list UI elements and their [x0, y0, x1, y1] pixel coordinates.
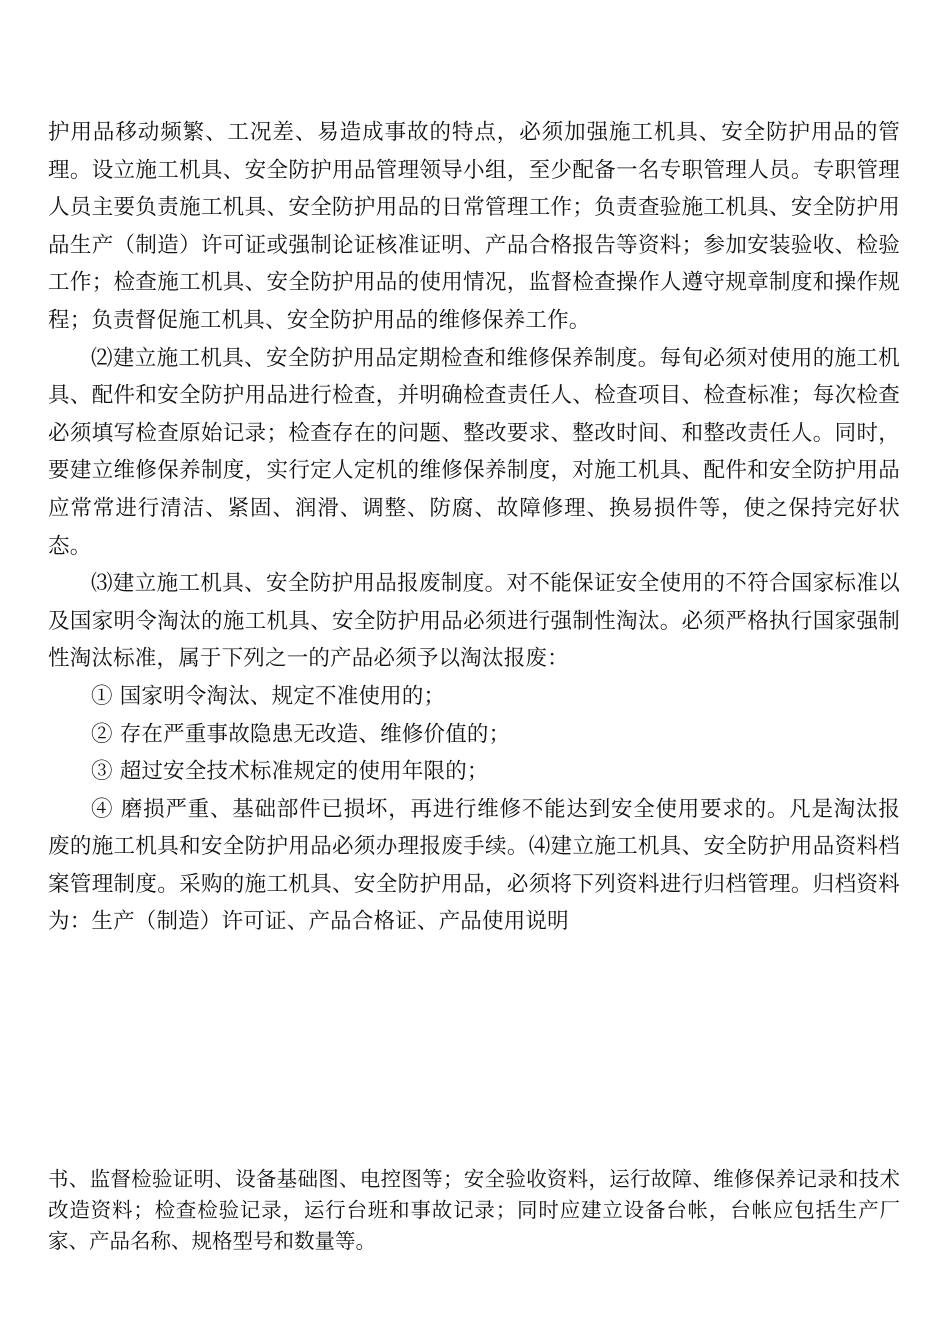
list-item-2: ② 存在严重事故隐患无改造、维修价值的；	[91, 721, 511, 747]
paragraph-management: 护用品移动频繁、工况差、易造成事故的特点，必须加强施工机具、安全防护用品的管理。设立施工机具、安全防护用品管理领导小组，至少配备一名专职管理人员。专职管理人员主要负责施工机具、安全防护用品的日常管理工作；负责查验施工机具、安全防护用品生产（制造）许可证或强制论证核准证明、产品合格报告等资料；参加安装验收、检验工作；检查施工机具、安全防护用品的使用情况，监督检查操作人遵守规章制度和操作规程；负责督促施工机具、安全防护用品的维修保养工作。	[48, 120, 900, 333]
continuation-block	[48, 1164, 900, 1257]
list-item-3: ③ 超过安全技术标准规定的使用年限的；	[91, 759, 489, 785]
list-item-4-and-archive: ④ 磨损严重、基础部件已损坏，再进行维修不能达到安全使用要求的。凡是淘汰报废的施工机具和安全防护用品必须办理报废手续。⑷建立施工机具、安全防护用品资料档案管理制度。采购的施工机具、安全防护用品，必须将下列资料进行归档管理。归档资料为：生产（制造）许可证、产品合格证、产品使用说明	[48, 796, 900, 935]
list-item-1: ① 国家明令淘汰、规定不准使用的；	[91, 683, 446, 709]
document-body	[48, 114, 900, 941]
paragraph-scrapping-system: ⑶建立施工机具、安全防护用品报废制度。对不能保证安全使用的不符合国家标准以及国家明令淘汰的施工机具、安全防护用品必须进行强制性淘汰。必须严格执行国家强制性淘汰标准，属于下列之一的产品必须予以淘汰报废：	[48, 571, 900, 672]
paragraph-continuation: 书、监督检验证明、设备基础图、电控图等；安全验收资料，运行故障、维修保养记录和技术改造资料；检查检验记录，运行台班和事故记录；同时应建立设备台帐，台帐应包括生产厂家、产品名称、规格型号和数量等。	[48, 1167, 900, 1253]
paragraph-inspection-maintenance: ⑵建立施工机具、安全防护用品定期检查和维修保养制度。每旬必须对使用的施工机具、配件和安全防护用品进行检查，并明确检查责任人、检查项目、检查标准；每次检查必须填写检查原始记录；检查存在的问题、整改要求、整改时间、和整改责任人。同时，要建立维修保养制度，实行定人定机的维修保养制度，对施工机具、配件和安全防护用品应常常进行清洁、紧固、润滑、调整、防腐、故障修理、换易损件等，使之保持完好状态。	[48, 345, 900, 559]
